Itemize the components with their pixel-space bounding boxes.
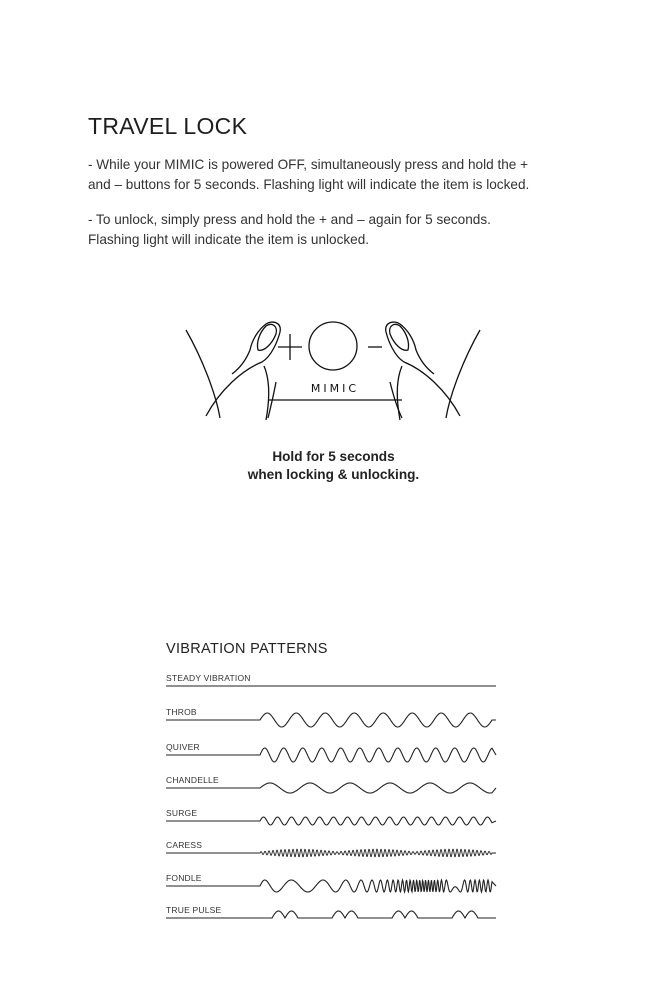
caption-line-2: when locking & unlocking. — [247, 467, 420, 482]
unlock-instructions-line-2: Flashing light will indicate the item is unlocked. — [88, 232, 370, 247]
pattern-quiver — [166, 742, 498, 768]
pattern-label: THROB — [166, 707, 197, 717]
pattern-label: TRUE PULSE — [166, 905, 222, 915]
caption-line-1: Hold for 5 seconds — [272, 449, 395, 464]
left-finger-curve — [264, 366, 269, 420]
pattern-label: SURGE — [166, 808, 198, 818]
lock-instructions — [88, 155, 608, 195]
fondle-wave-icon — [166, 873, 498, 899]
pattern-label: STEADY VIBRATION — [166, 673, 251, 683]
caress-wave-icon — [166, 840, 498, 866]
waveform-line — [166, 783, 496, 793]
steady-vibration-wave-icon — [166, 673, 498, 699]
pattern-label: CHANDELLE — [166, 775, 219, 785]
pattern-surge — [166, 808, 498, 834]
pattern-label: FONDLE — [166, 873, 202, 883]
unlock-instructions — [88, 210, 608, 250]
pattern-caress — [166, 840, 498, 866]
right-thumb-icon — [386, 322, 460, 416]
pattern-fondle — [166, 873, 498, 899]
chandelle-wave-icon — [166, 775, 498, 801]
pattern-label: QUIVER — [166, 742, 200, 752]
vibration-patterns-title: VIBRATION PATTERNS — [166, 641, 328, 657]
waveform-line — [166, 817, 496, 825]
true-pulse-wave-icon — [166, 905, 498, 931]
pattern-label: CARESS — [166, 840, 203, 850]
unlock-instructions-line-1: - To unlock, simply press and hold the + and – again for 5 seconds. — [88, 212, 491, 227]
surge-wave-icon — [166, 808, 498, 834]
pattern-steady-vibration — [166, 673, 498, 699]
device-label: MIMIC — [310, 382, 360, 395]
waveform-line — [166, 880, 496, 892]
hands-pressing-buttons-illustration — [180, 318, 486, 426]
pattern-throb — [166, 707, 498, 733]
quiver-wave-icon — [166, 742, 498, 768]
pattern-true-pulse — [166, 905, 498, 931]
lock-instructions-line-2: and – buttons for 5 seconds. Flashing light will indicate the item is locked. — [88, 177, 530, 192]
right-hand-outline — [446, 330, 480, 418]
plus-button-icon — [278, 334, 302, 360]
lock-instructions-line-1: - While your MIMIC is powered OFF, simultaneously press and hold the + — [88, 157, 529, 172]
waveform-line — [166, 849, 496, 857]
waveform-line — [166, 713, 496, 727]
left-hand-outline — [186, 330, 220, 418]
waveform-line — [166, 748, 496, 762]
page-title: TRAVEL LOCK — [88, 113, 248, 139]
throb-wave-icon — [166, 707, 498, 733]
left-thumb-icon — [206, 322, 280, 416]
pattern-chandelle — [166, 775, 498, 801]
waveform-line — [166, 911, 496, 918]
power-button-icon — [309, 322, 357, 370]
